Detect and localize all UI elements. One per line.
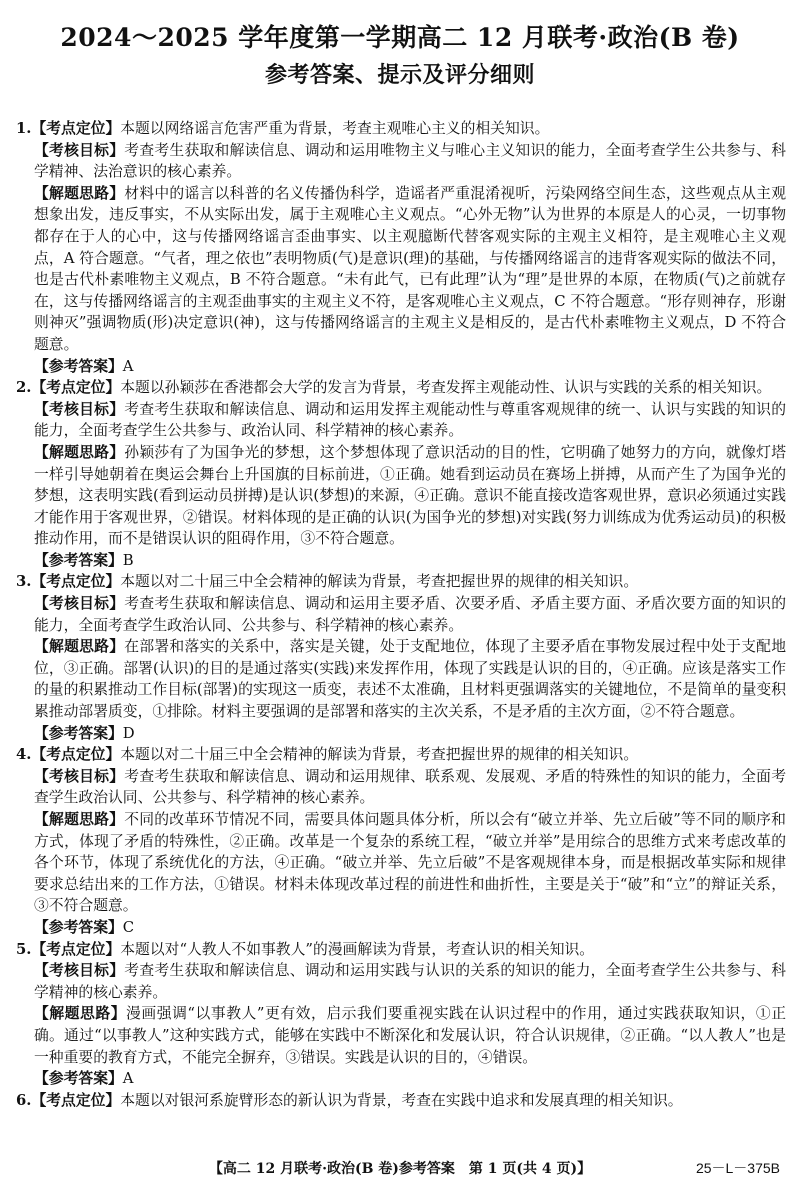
analysis-text: 漫画强调“以事教人”更有效，启示我们要重视实践在认识过程中的作用，通过实践获取知识，①正确。通过“以事教人”这种实践方式，能够在实践中不断深化和发展认识，符合认识规律，②正确。“以人教人”也是一种重要的教育方式，不能完全摒弃，③错误。实践是认识的目的，④错误。 bbox=[34, 1005, 786, 1066]
q4-answer bbox=[16, 917, 786, 939]
q3-goal bbox=[16, 593, 786, 636]
question-number: 1. bbox=[16, 120, 32, 137]
position-text: 本题以对“人教人不如事教人”的漫画解读为背景，考查认识的相关知识。 bbox=[120, 940, 595, 958]
answer-tag: 【参考答案】 bbox=[34, 1070, 123, 1088]
footer-code: 25－L－375B bbox=[695, 1160, 780, 1176]
q2-position bbox=[16, 377, 786, 399]
answer-text: D bbox=[122, 724, 135, 742]
goal-tag: 【考核目标】 bbox=[34, 962, 125, 980]
analysis-text: 材料中的谣言以科普的名义传播伪科学，造谣者严重混淆视听，污染网络空间生态，这些观点从主观想象出发，违反事实，不从实际出发，属于主观唯心主义观点。“心外无物”认为世界的本原是人的心灵，一切事物都存在于人的心中，这与传播网络谣言歪曲事实、以主观臆断代替客观实际的主观主义相符，是主观唯心主义观点，A 符合题意。“气者，理之依也”表明物质(气)是意识(理)的基础，与传播网络谣言的违背客观实际的做法不同，也是古代朴素唯物主义观点，B 不符合题意。“未有此气，已有此理”认为“理”是世界的本原，在物质(气)之前就存在，这与传播网络谣言的主观歪曲事实的主观主义不符，是客观唯心主义观点，C 不符合题意。“形存则神存，形谢则神灭”强调物质(形)决定意识(神)，这与传播网络谣言的主观主义是相反的，是古代朴素唯物主义观点，D 不符合题意。 bbox=[34, 184, 786, 353]
position-tag: 【考点定位】 bbox=[31, 379, 121, 397]
answer-tag: 【参考答案】 bbox=[34, 357, 123, 375]
q5-goal bbox=[16, 960, 786, 1003]
question-number: 5. bbox=[16, 940, 32, 958]
position-tag: 【考点定位】 bbox=[31, 120, 121, 137]
goal-text: 考查考生获取和解读信息、调动和运用实践与认识的关系的知识的能力，全面考查学生公共参与、科学精神的核心素养。 bbox=[34, 962, 786, 1001]
answer-content bbox=[16, 118, 786, 1111]
q3-analysis bbox=[16, 636, 786, 722]
goal-tag: 【考核目标】 bbox=[34, 141, 125, 159]
answer-tag: 【参考答案】 bbox=[34, 918, 123, 936]
document-subtitle: 参考答案、提示及评分细则 bbox=[264, 62, 535, 88]
q3-position bbox=[16, 571, 786, 593]
goal-tag: 【考核目标】 bbox=[34, 400, 125, 418]
answer-text: A bbox=[122, 357, 134, 375]
footer-page-info: 【高二 12 月联考·政治(B 卷)参考答案 第 1 页(共 4 页)】 bbox=[208, 1161, 592, 1177]
q2-analysis bbox=[16, 442, 786, 550]
question-4 bbox=[16, 744, 786, 938]
position-tag: 【考点定位】 bbox=[31, 573, 121, 591]
position-tag: 【考点定位】 bbox=[31, 746, 121, 764]
goal-tag: 【考核目标】 bbox=[34, 767, 125, 785]
goal-tag: 【考核目标】 bbox=[34, 595, 125, 613]
analysis-tag: 【解题思路】 bbox=[34, 184, 125, 202]
position-text: 本题以对二十届三中全会精神的解读为背景，考查把握世界的规律的相关知识。 bbox=[120, 573, 639, 591]
q5-position bbox=[16, 939, 786, 961]
position-tag: 【考点定位】 bbox=[31, 940, 121, 958]
question-number: 2. bbox=[16, 379, 32, 397]
analysis-text: 不同的改革环节情况不同，需要具体问题具体分析，所以会有“破立并举、先立后破”等不同的顺序和方式，体现了矛盾的特殊性，②正确。改革是一个复杂的系统工程，“破立并举”是用综合的思维方式来考虑改革的各个环节，体现了系统优化的方法，④正确。“破立并举、先立后破”不是客观规律本身，而是根据改革实际和规律要求总结出来的工作方法，①错误。材料未体现改革过程的前进性和曲折性，主要是关于“破”和“立”的辩证关系，③不符合题意。 bbox=[34, 811, 786, 915]
analysis-tag: 【解题思路】 bbox=[34, 811, 125, 828]
question-3 bbox=[16, 571, 786, 744]
question-1 bbox=[16, 118, 786, 377]
answer-text: A bbox=[122, 1070, 134, 1088]
page-footer bbox=[0, 1158, 800, 1182]
q2-answer bbox=[16, 550, 786, 572]
document-title: 2024～2025 学年度第一学期高二 12 月联考·政治(B 卷) bbox=[60, 23, 740, 52]
question-number: 4. bbox=[16, 746, 32, 764]
q4-goal bbox=[16, 766, 786, 809]
answer-tag: 【参考答案】 bbox=[34, 551, 123, 569]
analysis-tag: 【解题思路】 bbox=[34, 638, 125, 656]
q1-answer bbox=[16, 356, 786, 378]
analysis-tag: 【解题思路】 bbox=[34, 443, 125, 461]
question-number: 6. bbox=[16, 1091, 32, 1109]
q5-analysis bbox=[16, 1003, 786, 1068]
q2-goal bbox=[16, 399, 786, 442]
answer-tag: 【参考答案】 bbox=[34, 724, 123, 742]
position-text: 本题以孙颖莎在香港都会大学的发言为背景，考查发挥主观能动性、认识与实践的关系的相关知识。 bbox=[120, 379, 772, 397]
q1-analysis bbox=[16, 183, 786, 356]
q4-analysis bbox=[16, 809, 786, 917]
q6-position bbox=[16, 1090, 786, 1112]
goal-text: 考查考生获取和解读信息、调动和运用唯物主义与唯心主义知识的能力，全面考查学生公共参与、科学精神、法治意识的核心素养。 bbox=[34, 141, 786, 181]
answer-text: C bbox=[122, 918, 135, 936]
goal-text: 考查考生获取和解读信息、调动和运用规律、联系观、发展观、矛盾的特殊性的知识的能力，全面考查学生政治认同、公共参与、科学精神的核心素养。 bbox=[34, 767, 786, 807]
q1-goal bbox=[16, 140, 786, 183]
position-text: 本题以网络谣言危害严重为背景，考查主观唯心主义的相关知识。 bbox=[120, 120, 550, 137]
position-text: 本题以对银河系旋臂形态的新认识为背景，考查在实践中追求和发展真理的相关知识。 bbox=[120, 1091, 683, 1109]
question-2 bbox=[16, 377, 786, 571]
goal-text: 考查考生获取和解读信息、调动和运用主要矛盾、次要矛盾、矛盾主要方面、矛盾次要方面的知识的能力，全面考查学生政治认同、公共参与、科学精神的核心素养。 bbox=[34, 595, 786, 634]
question-6 bbox=[16, 1090, 786, 1112]
position-tag: 【考点定位】 bbox=[31, 1091, 121, 1109]
goal-text: 考查考生获取和解读信息、调动和运用发挥主观能动性与尊重客观规律的统一、认识与实践的知识的能力，全面考查学生公共参与、政治认同、科学精神的核心素养。 bbox=[34, 400, 786, 440]
analysis-text: 在部署和落实的关系中，落实是关键，处于支配地位，体现了主要矛盾在事物发展过程中处于支配地位，③正确。部署(认识)的目的是通过落实(实践)来发挥作用，体现了实践是认识的目的，④正确。应该是落实工作的量的积累推动工作目标(部署)的实现这一质变，表述不太准确，且材料更强调落实的关键地位，不是简单的量变积累推动部署质变，①排除。材料主要强调的是部署和落实的主次关系，不是矛盾的主次方面，②不符合题意。 bbox=[34, 638, 786, 721]
question-number: 3. bbox=[16, 573, 32, 591]
answer-text: B bbox=[122, 551, 134, 569]
q1-position bbox=[16, 118, 786, 140]
analysis-text: 孙颖莎有了为国争光的梦想，这个梦想体现了意识活动的目的性，它明确了她努力的方向，就像灯塔一样引导她朝着在奥运会舞台上升国旗的目标前进，①正确。她看到运动员在赛场上拼搏，从而产生了为国争光的梦想，这表明实践(看到运动员拼搏)是认识(梦想)的来源，④正确。意识不能直接改造客观世界，意识必须通过实践才能作用于客观世界，②错误。材料体现的是正确的认识(为国争光的梦想)对实践(努力训练成为优秀运动员)的积极推动作用，而不是错误认识的阻碍作用，③不符合题意。 bbox=[34, 443, 786, 548]
q3-answer bbox=[16, 723, 786, 745]
q4-position bbox=[16, 744, 786, 766]
analysis-tag: 【解题思路】 bbox=[34, 1005, 127, 1023]
question-5 bbox=[16, 939, 786, 1090]
q5-answer bbox=[16, 1068, 786, 1090]
position-text: 本题以对二十届三中全会精神的解读为背景，考查把握世界的规律的相关知识。 bbox=[120, 746, 639, 764]
